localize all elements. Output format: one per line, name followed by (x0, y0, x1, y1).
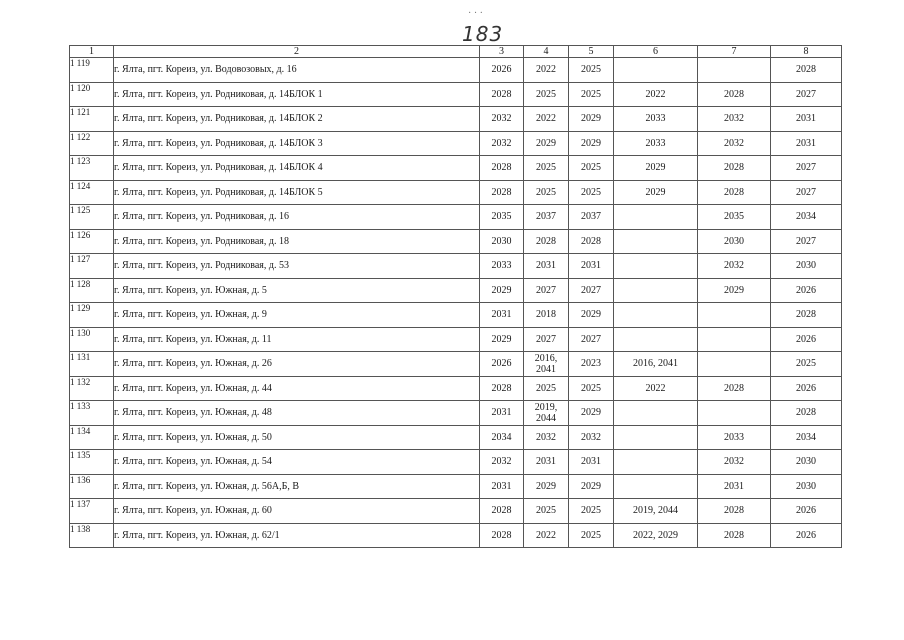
header-cell: 8 (771, 46, 842, 58)
table-row (70, 499, 842, 524)
year-cell-6 (614, 425, 698, 450)
year-cell-7: 2033 (698, 425, 771, 450)
year-cell-5: 2031 (569, 254, 614, 279)
address-cell: г. Ялта, пгт. Кореиз, ул. Южная, д. 9 (114, 303, 480, 328)
year-cell-3: 2032 (480, 450, 524, 475)
year-cell-3: 2029 (480, 278, 524, 303)
year-cell-4: 2029 (524, 131, 569, 156)
table-row (70, 254, 842, 279)
year-cell-7 (698, 401, 771, 426)
year-cell-6 (614, 278, 698, 303)
address-cell: г. Ялта, пгт. Кореиз, ул. Родниковая, д. 14БЛОК 2 (114, 107, 480, 132)
row-number-cell: 1 120 (70, 82, 114, 107)
year-cell-6 (614, 205, 698, 230)
table-row (70, 82, 842, 107)
year-cell-7: 2029 (698, 278, 771, 303)
year-cell-4: 2031 (524, 450, 569, 475)
table-row (70, 352, 842, 377)
year-cell-6 (614, 474, 698, 499)
table-row (70, 376, 842, 401)
year-cell-3: 2028 (480, 376, 524, 401)
address-cell: г. Ялта, пгт. Кореиз, ул. Южная, д. 62/1 (114, 523, 480, 548)
year-cell-6: 2019, 2044 (614, 499, 698, 524)
address-cell: г. Ялта, пгт. Кореиз, ул. Южная, д. 60 (114, 499, 480, 524)
row-number-cell: 1 128 (70, 278, 114, 303)
address-cell: г. Ялта, пгт. Кореиз, ул. Южная, д. 26 (114, 352, 480, 377)
row-number-cell: 1 124 (70, 180, 114, 205)
year-cell-5: 2031 (569, 450, 614, 475)
year-cell-4: 2027 (524, 327, 569, 352)
year-cell-3: 2028 (480, 523, 524, 548)
row-number-cell: 1 132 (70, 376, 114, 401)
year-cell-7: 2028 (698, 156, 771, 181)
year-cell-4: 2022 (524, 523, 569, 548)
year-cell-8: 2028 (771, 401, 842, 426)
year-cell-6: 2033 (614, 131, 698, 156)
year-cell-5: 2025 (569, 180, 614, 205)
year-cell-7: 2032 (698, 131, 771, 156)
year-cell-4: 2022 (524, 58, 569, 83)
year-cell-8: 2028 (771, 58, 842, 83)
year-cell-6: 2022, 2029 (614, 523, 698, 548)
year-cell-6: 2016, 2041 (614, 352, 698, 377)
address-cell: г. Ялта, пгт. Кореиз, ул. Южная, д. 56А,Б, В (114, 474, 480, 499)
row-number-cell: 1 136 (70, 474, 114, 499)
year-cell-5: 2037 (569, 205, 614, 230)
year-cell-8: 2031 (771, 107, 842, 132)
year-cell-7: 2028 (698, 376, 771, 401)
year-cell-7: 2032 (698, 107, 771, 132)
address-cell: г. Ялта, пгт. Кореиз, ул. Южная, д. 11 (114, 327, 480, 352)
page-number: 183 (462, 22, 504, 46)
year-cell-6: 2033 (614, 107, 698, 132)
year-cell-4: 2037 (524, 205, 569, 230)
year-cell-4: 2032 (524, 425, 569, 450)
address-cell: г. Ялта, пгт. Кореиз, ул. Южная, д. 44 (114, 376, 480, 401)
table-row (70, 156, 842, 181)
header-cell: 3 (480, 46, 524, 58)
header-cell: 1 (70, 46, 114, 58)
year-cell-6 (614, 327, 698, 352)
table-row (70, 131, 842, 156)
table-row (70, 327, 842, 352)
row-number-cell: 1 127 (70, 254, 114, 279)
year-cell-7: 2028 (698, 523, 771, 548)
year-cell-7 (698, 352, 771, 377)
year-cell-3: 2026 (480, 58, 524, 83)
year-cell-7: 2032 (698, 254, 771, 279)
year-cell-3: 2028 (480, 180, 524, 205)
address-cell: г. Ялта, пгт. Кореиз, ул. Родниковая, д. 14БЛОК 1 (114, 82, 480, 107)
year-cell-8: 2030 (771, 254, 842, 279)
year-cell-8: 2027 (771, 156, 842, 181)
table-row (70, 107, 842, 132)
year-cell-3: 2035 (480, 205, 524, 230)
table-row (70, 205, 842, 230)
year-cell-3: 2028 (480, 82, 524, 107)
header-cell: 4 (524, 46, 569, 58)
year-cell-4: 2027 (524, 278, 569, 303)
year-cell-7: 2032 (698, 450, 771, 475)
year-cell-7 (698, 327, 771, 352)
address-cell: г. Ялта, пгт. Кореиз, ул. Родниковая, д. 14БЛОК 3 (114, 131, 480, 156)
year-cell-8: 2026 (771, 499, 842, 524)
year-cell-5: 2029 (569, 303, 614, 328)
address-cell: г. Ялта, пгт. Кореиз, ул. Южная, д. 50 (114, 425, 480, 450)
year-cell-7: 2030 (698, 229, 771, 254)
year-cell-8: 2026 (771, 376, 842, 401)
year-cell-6: 2022 (614, 82, 698, 107)
address-cell: г. Ялта, пгт. Кореиз, ул. Южная, д. 5 (114, 278, 480, 303)
year-cell-5: 2028 (569, 229, 614, 254)
year-cell-5: 2027 (569, 278, 614, 303)
year-cell-3: 2026 (480, 352, 524, 377)
year-cell-3: 2028 (480, 499, 524, 524)
table-row (70, 180, 842, 205)
address-cell: г. Ялта, пгт. Кореиз, ул. Родниковая, д. 18 (114, 229, 480, 254)
year-cell-3: 2028 (480, 156, 524, 181)
year-cell-8: 2034 (771, 205, 842, 230)
header-row (70, 46, 842, 58)
header-cell: 7 (698, 46, 771, 58)
year-cell-6 (614, 229, 698, 254)
table-row (70, 303, 842, 328)
address-cell: г. Ялта, пгт. Кореиз, ул. Родниковая, д. 14БЛОК 4 (114, 156, 480, 181)
address-cell: г. Ялта, пгт. Кореиз, ул. Родниковая, д. 16 (114, 205, 480, 230)
row-number-cell: 1 121 (70, 107, 114, 132)
row-number-cell: 1 129 (70, 303, 114, 328)
address-cell: г. Ялта, пгт. Кореиз, ул. Родниковая, д. 53 (114, 254, 480, 279)
year-cell-5: 2025 (569, 58, 614, 83)
year-cell-7: 2028 (698, 180, 771, 205)
year-cell-6 (614, 58, 698, 83)
year-cell-5: 2025 (569, 523, 614, 548)
row-number-cell: 1 130 (70, 327, 114, 352)
address-cell: г. Ялта, пгт. Кореиз, ул. Родниковая, д. 14БЛОК 5 (114, 180, 480, 205)
year-cell-4: 2025 (524, 180, 569, 205)
row-number-cell: 1 138 (70, 523, 114, 548)
row-number-cell: 1 119 (70, 58, 114, 83)
year-cell-3: 2029 (480, 327, 524, 352)
year-cell-4: 2025 (524, 156, 569, 181)
address-cell: г. Ялта, пгт. Кореиз, ул. Южная, д. 54 (114, 450, 480, 475)
year-cell-5: 2025 (569, 156, 614, 181)
year-cell-7: 2035 (698, 205, 771, 230)
year-cell-3: 2034 (480, 425, 524, 450)
header-cell: 6 (614, 46, 698, 58)
table-body (70, 58, 842, 548)
year-cell-6: 2022 (614, 376, 698, 401)
row-number-cell: 1 122 (70, 131, 114, 156)
row-number-cell: 1 134 (70, 425, 114, 450)
year-cell-7 (698, 303, 771, 328)
year-cell-4: 2016, 2041 (524, 352, 569, 377)
year-cell-3: 2031 (480, 474, 524, 499)
year-cell-5: 2029 (569, 107, 614, 132)
year-cell-8: 2027 (771, 229, 842, 254)
row-number-cell: 1 126 (70, 229, 114, 254)
year-cell-3: 2030 (480, 229, 524, 254)
year-cell-4: 2025 (524, 376, 569, 401)
year-cell-8: 2028 (771, 303, 842, 328)
table-row (70, 58, 842, 83)
table-row (70, 474, 842, 499)
header-cell: 2 (114, 46, 480, 58)
year-cell-3: 2031 (480, 401, 524, 426)
year-cell-8: 2026 (771, 327, 842, 352)
year-cell-5: 2025 (569, 376, 614, 401)
year-cell-4: 2022 (524, 107, 569, 132)
year-cell-8: 2031 (771, 131, 842, 156)
year-cell-5: 2029 (569, 401, 614, 426)
year-cell-5: 2025 (569, 82, 614, 107)
row-number-cell: 1 131 (70, 352, 114, 377)
year-cell-5: 2025 (569, 499, 614, 524)
year-cell-3: 2032 (480, 131, 524, 156)
year-cell-8: 2030 (771, 450, 842, 475)
table-row (70, 523, 842, 548)
year-cell-6 (614, 450, 698, 475)
scan-marks: · · · (468, 8, 483, 19)
year-cell-6: 2029 (614, 180, 698, 205)
address-cell: г. Ялта, пгт. Кореиз, ул. Водовозовых, д. 16 (114, 58, 480, 83)
table-row (70, 401, 842, 426)
year-cell-6 (614, 303, 698, 328)
year-cell-8: 2026 (771, 523, 842, 548)
table-row (70, 450, 842, 475)
year-cell-8: 2027 (771, 180, 842, 205)
year-cell-7 (698, 58, 771, 83)
row-number-cell: 1 137 (70, 499, 114, 524)
table-row (70, 278, 842, 303)
year-cell-8: 2030 (771, 474, 842, 499)
year-cell-3: 2032 (480, 107, 524, 132)
year-cell-4: 2029 (524, 474, 569, 499)
year-cell-5: 2023 (569, 352, 614, 377)
year-cell-4: 2028 (524, 229, 569, 254)
header-cell: 5 (569, 46, 614, 58)
data-table (69, 45, 842, 548)
year-cell-5: 2029 (569, 474, 614, 499)
year-cell-6 (614, 254, 698, 279)
year-cell-8: 2027 (771, 82, 842, 107)
year-cell-3: 2031 (480, 303, 524, 328)
year-cell-7: 2028 (698, 82, 771, 107)
year-cell-6 (614, 401, 698, 426)
year-cell-5: 2029 (569, 131, 614, 156)
row-number-cell: 1 133 (70, 401, 114, 426)
year-cell-8: 2026 (771, 278, 842, 303)
year-cell-8: 2025 (771, 352, 842, 377)
year-cell-4: 2018 (524, 303, 569, 328)
year-cell-4: 2025 (524, 499, 569, 524)
year-cell-4: 2019, 2044 (524, 401, 569, 426)
year-cell-4: 2031 (524, 254, 569, 279)
year-cell-7: 2031 (698, 474, 771, 499)
year-cell-6: 2029 (614, 156, 698, 181)
table-row (70, 229, 842, 254)
table-row (70, 425, 842, 450)
year-cell-3: 2033 (480, 254, 524, 279)
row-number-cell: 1 135 (70, 450, 114, 475)
row-number-cell: 1 123 (70, 156, 114, 181)
address-cell: г. Ялта, пгт. Кореиз, ул. Южная, д. 48 (114, 401, 480, 426)
row-number-cell: 1 125 (70, 205, 114, 230)
year-cell-8: 2034 (771, 425, 842, 450)
year-cell-5: 2027 (569, 327, 614, 352)
year-cell-5: 2032 (569, 425, 614, 450)
year-cell-4: 2025 (524, 82, 569, 107)
year-cell-7: 2028 (698, 499, 771, 524)
